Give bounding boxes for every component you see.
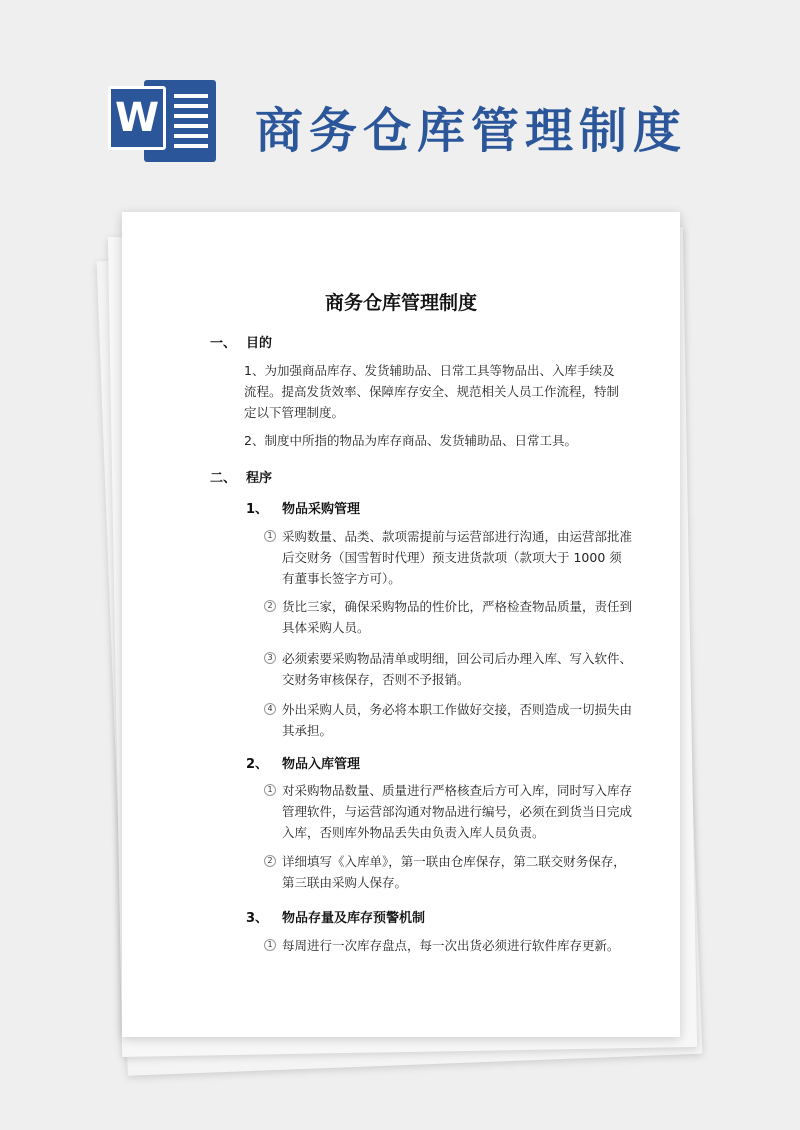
- banner-title: 商务仓库管理制度: [255, 103, 688, 159]
- subsection-number: 2、: [246, 757, 269, 772]
- circled-number: 2: [264, 855, 276, 867]
- section-number: 一、: [210, 336, 237, 351]
- list-item: [264, 596, 634, 638]
- circled-number: 1: [264, 530, 276, 542]
- section-title: 程序: [246, 471, 273, 486]
- list-item: [264, 526, 634, 589]
- list-item: [264, 851, 634, 893]
- list-item: [264, 935, 634, 956]
- subsection-title: 物品入库管理: [282, 757, 361, 772]
- circled-number: 1: [264, 784, 276, 796]
- list-item-text: 必须索要采购物品清单或明细，回公司后办理入库、写入软件、交财务审核保存，否则不予报销。: [282, 651, 633, 687]
- word-icon: [108, 72, 216, 164]
- section-title: 目的: [246, 336, 273, 351]
- list-item-text: 详细填写《入库单》，第一联由仓库保存，第二联交财务保存，第三联由采购人保存。: [282, 854, 626, 890]
- subsection-title: 物品存量及库存预警机制: [282, 911, 426, 926]
- list-item-text: 对采购物品数量、质量进行严格核查后方可入库，同时写入库存管理软件，与运营部沟通对物品进行编号，必须在到货当日完成入库，否则库外物品丢失由负责入库人员负责。: [282, 783, 633, 840]
- subsection-heading-inventory-warning: [246, 907, 425, 926]
- paragraph: 2、制度中所指的物品为库存商品、发货辅助品、日常工具。: [244, 433, 577, 448]
- list-item-text: 货比三家，确保采购物品的性价比，严格检查物品质量，责任到具体采购人员。: [282, 599, 633, 635]
- list-item-text: 外出采购人员，务必将本职工作做好交接，否则造成一切损失由其承担。: [282, 702, 633, 738]
- document-page: [122, 212, 680, 1037]
- list-item-text: 每周进行一次库存盘点，每一次出货必须进行软件库存更新。: [282, 938, 620, 953]
- subsection-heading-warehousing: [246, 753, 360, 772]
- subsection-number: 3、: [246, 911, 269, 926]
- word-icon-letter: W: [108, 86, 166, 150]
- circled-number: 2: [264, 600, 276, 612]
- subsection-number: 1、: [246, 502, 269, 517]
- list-item: [264, 699, 634, 741]
- section-number: 二、: [210, 471, 237, 486]
- document-title: 商务仓库管理制度: [324, 292, 477, 314]
- circled-number: 3: [264, 652, 276, 664]
- list-item: [264, 780, 634, 843]
- circled-number: 4: [264, 703, 276, 715]
- subsection-heading-purchasing: [246, 498, 360, 517]
- list-item-text: 采购数量、品类、款项需提前与运营部进行沟通，由运营部批准后交财务（国雪暂时代理）预支进货款项（款项大于 1000 须有董事长签字方可）。: [282, 529, 633, 586]
- paragraph: 1、为加强商品库存、发货辅助品、日常工具等物品出、入库手续及流程。提高发货效率、保障库存安全、规范相关人员工作流程，特制定以下管理制度。: [244, 363, 620, 420]
- list-item: [264, 648, 634, 690]
- banner: [0, 0, 800, 200]
- subsection-title: 物品采购管理: [282, 502, 361, 517]
- section-heading-procedure: [210, 467, 272, 486]
- section-heading-purpose: [210, 332, 272, 351]
- circled-number: 1: [264, 939, 276, 951]
